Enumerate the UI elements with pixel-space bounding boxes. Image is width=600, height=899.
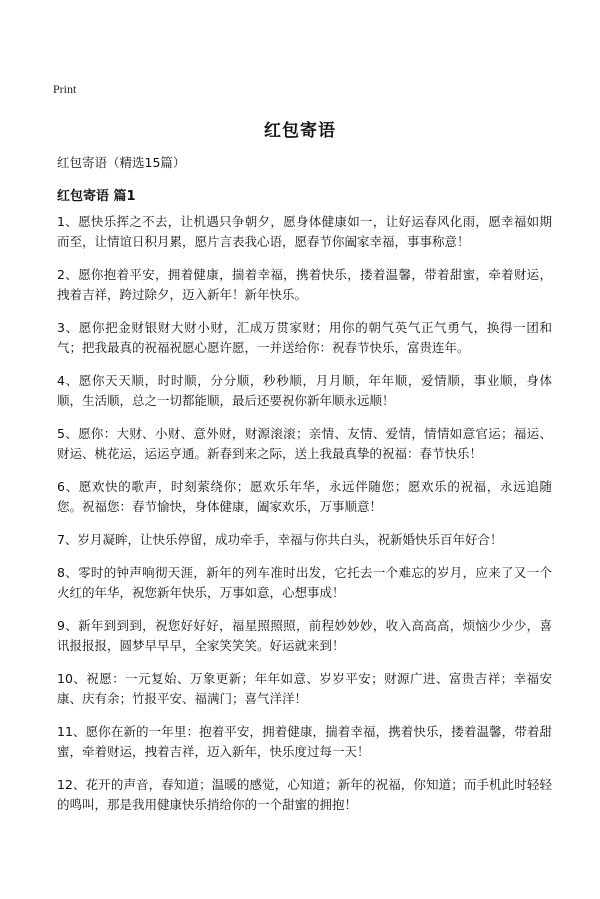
greeting-entry-1: 1、愿快乐挥之不去，让机遇只争朝夕，愿身体健康如一，让好运春风化雨，愿幸福如期而至，让情谊日积月累，愿片言表我心语，愿春节你阖家幸福，事事称意！	[57, 214, 552, 249]
greeting-entry-12: 12、花开的声音，春知道；温暖的感觉，心知道；新年的祝福，你知道；而手机此时轻轻的鸣叫，那是我用健康快乐捎给你的一个甜蜜的拥抱！	[57, 777, 552, 812]
greeting-entry-5: 5、愿你：大财、小财、意外财，财源滚滚；亲情、友情、爱情，情情如意官运；福运、财运、桃花运，运运亨通。新春到来之际，送上我最真挚的祝福：春节快乐！	[57, 426, 552, 461]
document-subtitle: 红包寄语（精选15篇）	[57, 155, 186, 170]
greeting-entry-7: 7、岁月凝眸，让快乐停留，成功牵手，幸福与你共白头，祝新婚快乐百年好合！	[57, 532, 503, 547]
greeting-entry-9: 9、新年到到到，祝您好好好，福星照照照，前程妙妙妙，收入高高高，烦恼少少少，喜讯报报报，圆梦早早早，全家笑笑笑。好运就来到！	[57, 618, 552, 653]
greeting-entry-2: 2、愿你抱着平安，拥着健康，揣着幸福，携着快乐，搂着温馨，带着甜蜜，牵着财运，拽着吉祥，跨过除夕，迈入新年！新年快乐。	[57, 267, 552, 302]
greeting-entry-4: 4、愿你天天顺，时时顺，分分顺，秒秒顺，月月顺，年年顺，爱情顺，事业顺，身体顺，生活顺，总之一切都能顺，最后还要祝你新年顺永远顺！	[57, 373, 552, 408]
greeting-entry-8: 8、零时的钟声响彻天涯，新年的列车准时出发，它托去一个难忘的岁月，应来了又一个火红的年华，祝您新年快乐，万事如意，心想事成！	[57, 565, 552, 600]
greeting-entry-11: 11、愿你在新的一年里：抱着平安，拥着健康，揣着幸福，携着快乐，搂着温馨，带着甜蜜，牵着财运，拽着吉祥，迈入新年，快乐度过每一天！	[57, 724, 552, 759]
greeting-entry-3: 3、愿你把金财银财大财小财，汇成万贯家财；用你的朝气英气正气勇气，换得一团和气；把我最真的祝福祝愿心愿许愿，一并送给你：祝春节快乐，富贵连年。	[57, 320, 552, 355]
print-label: Print	[53, 82, 77, 96]
page-title: 红包寄语	[264, 121, 336, 141]
greeting-entry-6: 6、愿欢快的歌声，时刻萦绕你；愿欢乐年华，永远伴随您；愿欢乐的祝福，永远追随您。祝福您：春节愉快，身体健康，阖家欢乐，万事顺意！	[57, 479, 552, 514]
greeting-entry-10: 10、祝愿：一元复始、万象更新；年年如意、岁岁平安；财源广进、富贵吉祥；幸福安康、庆有余；竹报平安、福满门；喜气洋洋！	[57, 671, 552, 706]
section-heading: 红包寄语 篇1	[57, 189, 136, 204]
greeting-list	[57, 212, 552, 828]
